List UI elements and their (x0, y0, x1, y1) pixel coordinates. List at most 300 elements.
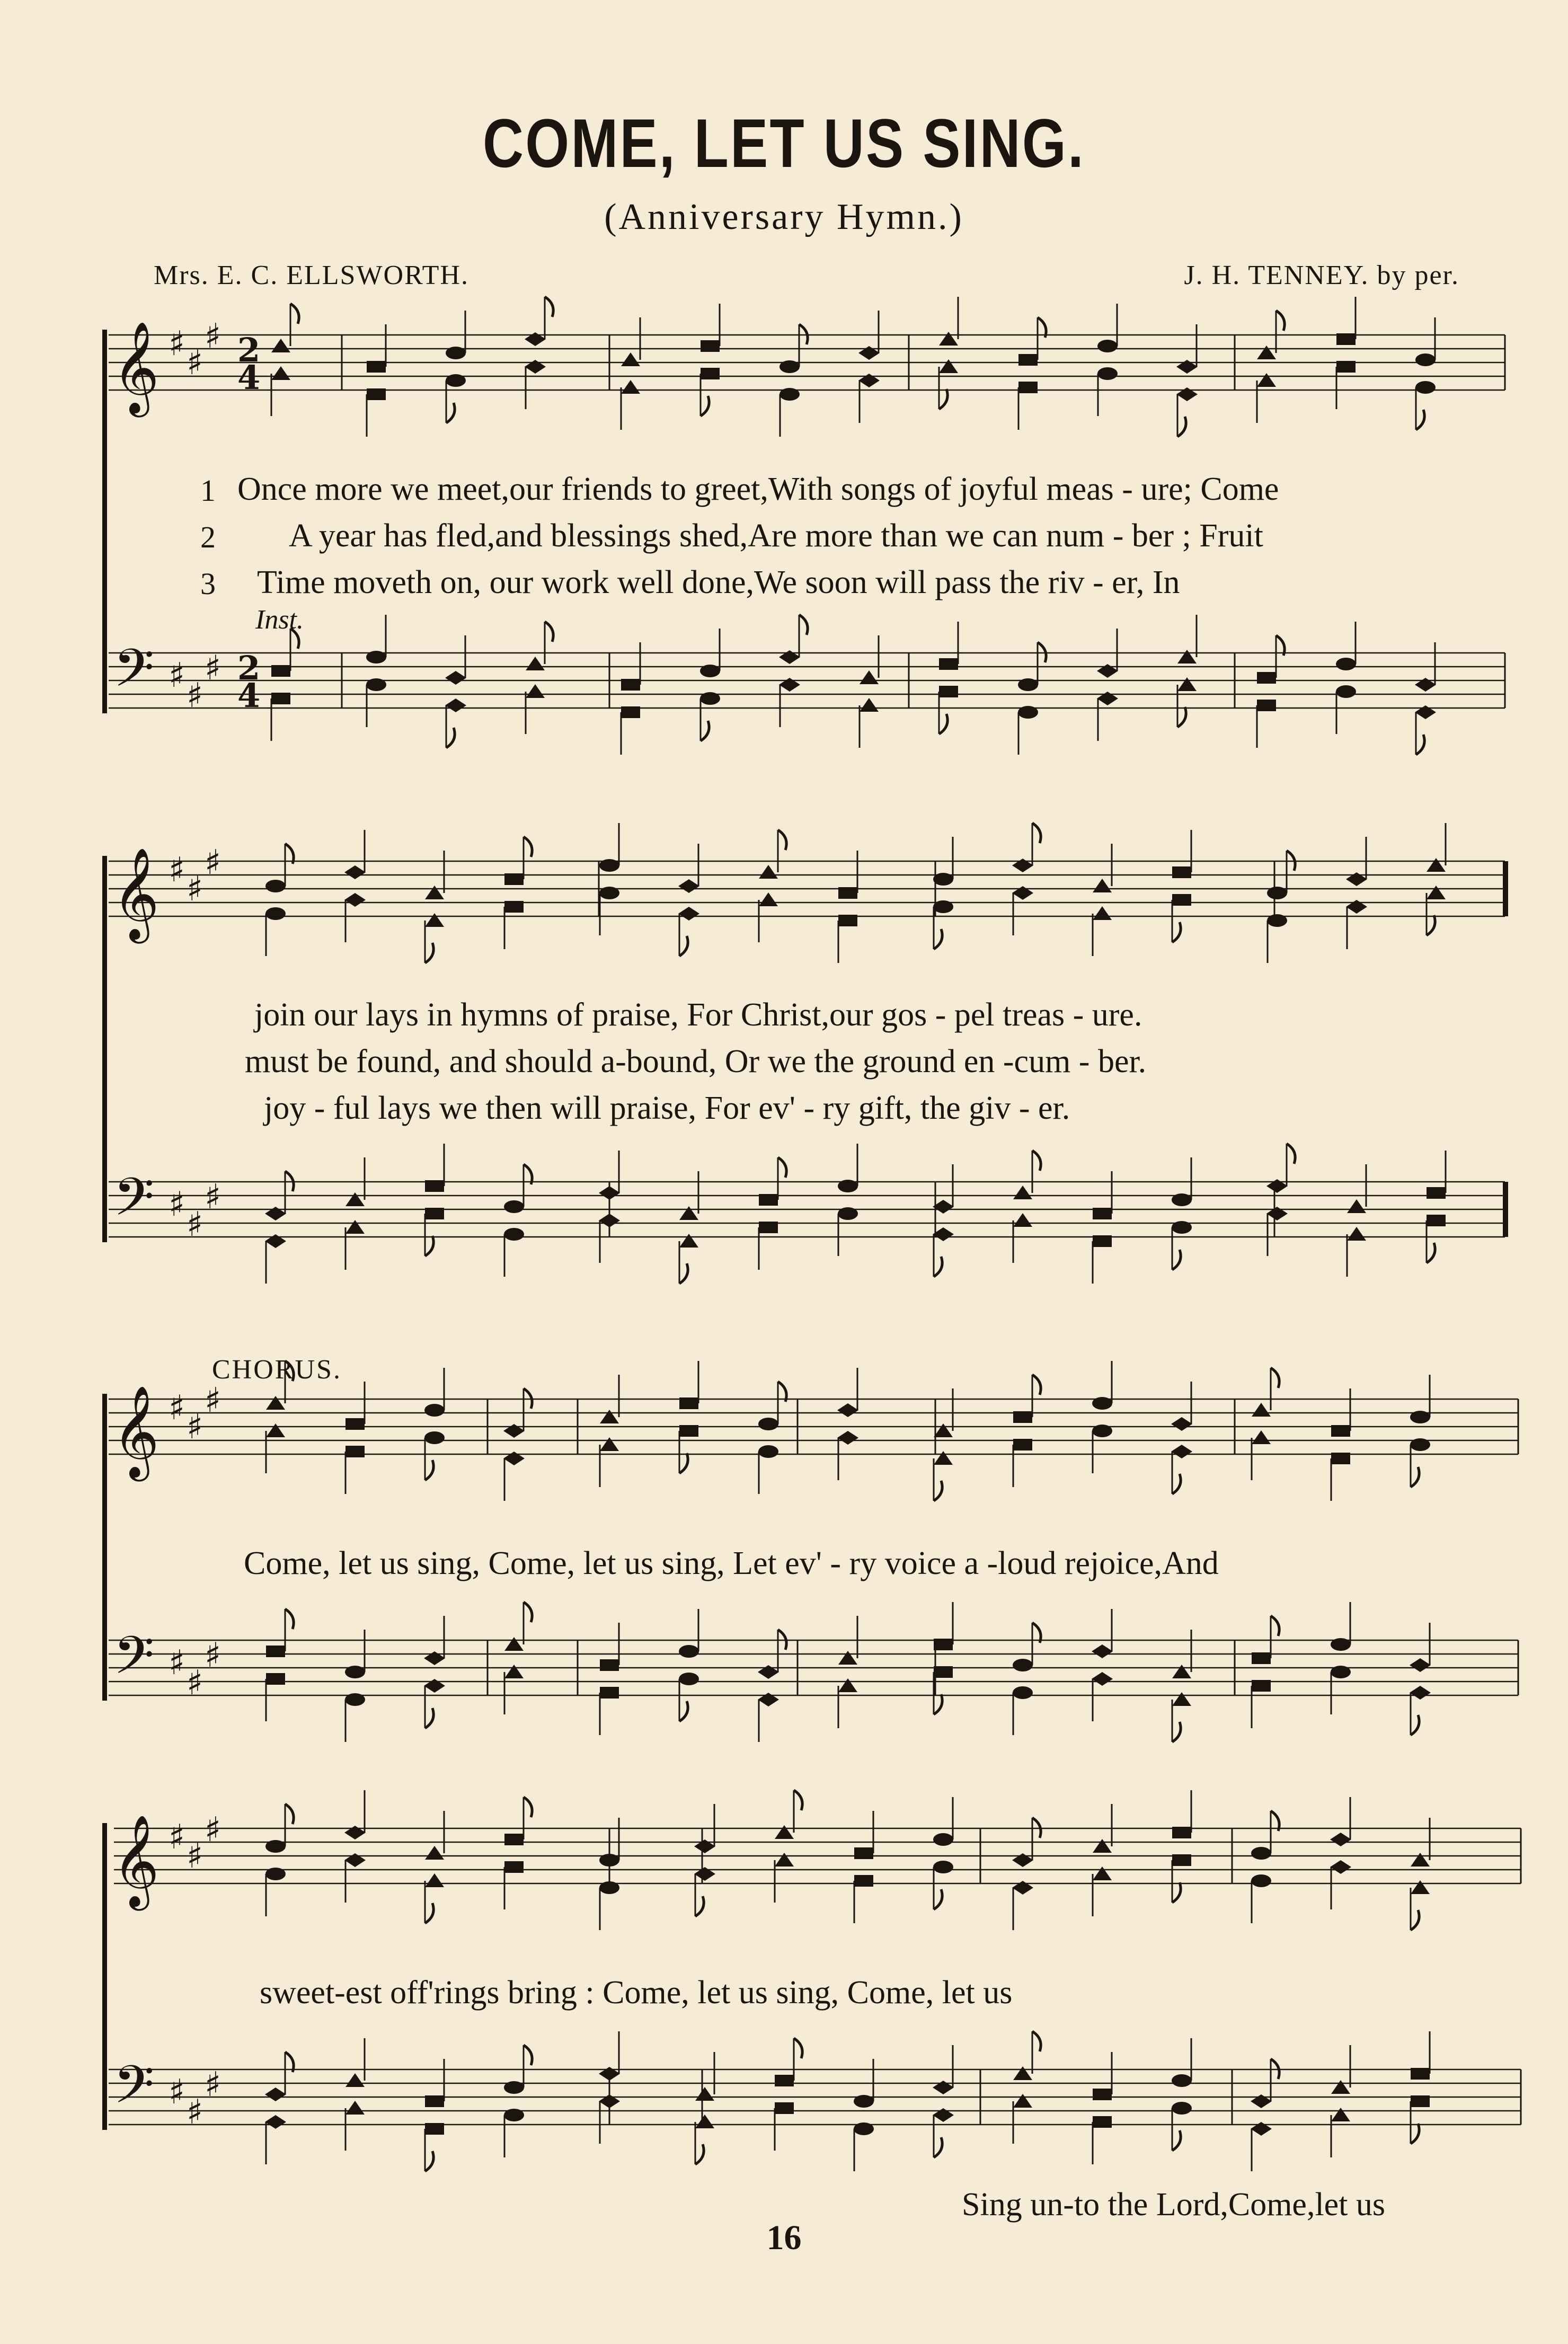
shape-note-square (1411, 2095, 1430, 2107)
shape-note-square (271, 693, 290, 704)
shape-note-triangle (621, 352, 640, 366)
note-flag (701, 396, 709, 416)
shape-note-square (934, 1666, 953, 1678)
bass-clef-icon: 𝄢 (113, 2055, 155, 2128)
shape-note-round (1251, 1874, 1271, 1887)
shape-note-round (1172, 1221, 1192, 1234)
shape-note-square (504, 873, 524, 885)
shape-note-square (621, 706, 640, 718)
note-flag (425, 1460, 433, 1480)
shape-note-round (1097, 340, 1118, 352)
shape-note-round (1251, 1847, 1271, 1860)
shape-note-triangle (1252, 1403, 1271, 1417)
shape-note-round (265, 880, 286, 892)
verse-1-lyric-line-2: join our lays in hymns of praise, For Christ,our gos - pel treas - ure. (254, 997, 1142, 1033)
shape-note-round (265, 1868, 286, 1880)
shape-note-square (854, 1875, 873, 1887)
system-4-brace-bar (102, 1823, 107, 2130)
time-signature-top: 2 (237, 649, 261, 687)
key-sharp-icon: ♯ (169, 324, 185, 364)
shape-note-square (1018, 382, 1038, 393)
shape-note-triangle (425, 1846, 444, 1860)
shape-note-triangle (1093, 906, 1112, 920)
note-flag (1032, 1151, 1041, 1171)
instrument-label: Inst. (255, 605, 304, 635)
shape-note-square (1093, 2116, 1112, 2128)
shape-note-round (265, 907, 286, 920)
shape-note-square (838, 915, 857, 926)
shape-note-triangle (838, 1651, 857, 1665)
shape-note-round (1415, 381, 1436, 394)
note-flag (425, 1708, 433, 1728)
shape-note-triangle (266, 1423, 285, 1437)
key-sharp-icon: ♯ (187, 870, 203, 909)
note-flag (934, 929, 942, 949)
note-flag (1411, 1715, 1419, 1735)
shape-note-triangle (939, 332, 958, 346)
verse-2-lyric-line-2: must be found, and should a-bound, Or we the ground en -cum - ber. (245, 1043, 1147, 1080)
shape-note-round (599, 859, 619, 872)
note-flag (679, 1263, 688, 1284)
verse-2-number: 2 (200, 520, 216, 554)
note-flag (1032, 2031, 1041, 2051)
key-sharp-icon: ♯ (187, 1664, 203, 1703)
shape-note-round (779, 388, 800, 401)
shape-note-triangle (266, 1396, 285, 1410)
note-flag (679, 1453, 688, 1473)
shape-note-round (758, 1445, 778, 1458)
shape-note-triangle (1013, 1186, 1032, 1199)
note-flag (425, 2151, 433, 2171)
shape-note-round (345, 1693, 365, 1706)
key-sharp-icon: ♯ (187, 2093, 203, 2132)
shape-note-triangle (775, 1825, 794, 1839)
shape-note-triangle (346, 2101, 365, 2115)
shape-note-square (1411, 2068, 1430, 2080)
note-flag (778, 1157, 786, 1178)
shape-note-diamond (1410, 1658, 1431, 1672)
bass-clef-icon: 𝄢 (113, 1167, 155, 1241)
staff-3-final-barline (1503, 861, 1508, 916)
shape-note-triangle (1252, 1430, 1271, 1444)
note-flag (934, 1889, 942, 1909)
shape-note-square (367, 361, 386, 373)
hymn-title: COME, LET US SING. (483, 104, 1085, 182)
note-flag (1411, 2124, 1419, 2144)
shape-note-diamond (1092, 1672, 1113, 1686)
shape-note-diamond (265, 2088, 286, 2101)
key-sharp-icon: ♯ (169, 851, 185, 890)
key-sharp-icon: ♯ (169, 1388, 185, 1428)
shape-note-diamond (344, 893, 366, 907)
shape-note-triangle (1172, 1692, 1191, 1706)
verse-3-lyric-line-1: Time moveth on, our work well done,We soon will pass the riv - er, In (257, 564, 1180, 600)
shape-note-round (1267, 914, 1287, 927)
shape-note-round (854, 2095, 874, 2108)
note-flag (446, 403, 455, 423)
shape-note-triangle (1331, 2108, 1350, 2121)
shape-note-diamond (265, 2115, 286, 2129)
bass-clef-icon: 𝄢 (113, 1625, 155, 1699)
note-flag (1276, 311, 1284, 331)
shape-note-square (1018, 354, 1038, 366)
shape-note-round (1013, 1659, 1033, 1671)
shape-note-square (271, 665, 290, 677)
note-flag (1416, 410, 1424, 430)
shape-note-square (1013, 1411, 1032, 1423)
shape-note-triangle (1257, 373, 1276, 387)
key-sharp-icon: ♯ (205, 1636, 221, 1675)
shape-note-diamond (1330, 1833, 1351, 1846)
shape-note-square (1427, 1187, 1446, 1199)
shape-note-round (1018, 706, 1038, 719)
shape-note-square (1257, 700, 1276, 711)
note-flag (524, 837, 532, 857)
shape-note-round (854, 2122, 874, 2135)
shape-note-diamond (1171, 1417, 1192, 1431)
treble-clef-icon: 𝄞 (112, 1385, 160, 1478)
note-flag (939, 389, 947, 409)
shape-note-round (1172, 2074, 1192, 2087)
shape-note-round (345, 1666, 365, 1678)
shape-note-round (933, 873, 953, 886)
key-sharp-icon: ♯ (187, 1408, 203, 1447)
shape-note-square (425, 2123, 444, 2135)
key-sharp-icon: ♯ (187, 1837, 203, 1876)
shape-note-square (346, 1446, 365, 1457)
shape-note-square (621, 679, 640, 691)
shape-note-square (854, 1847, 873, 1859)
verse-1-lyric-line-1: Once more we meet,our friends to greet,With songs of joyful meas - ure; Come (237, 471, 1279, 507)
shape-note-triangle (838, 1678, 857, 1692)
shape-note-round (1172, 1193, 1192, 1206)
shape-note-square (425, 1208, 444, 1219)
composer-credit: J. H. TENNEY. by per. (1184, 260, 1459, 290)
note-flag (934, 2137, 942, 2157)
key-sharp-icon: ♯ (205, 649, 221, 688)
bass-clef-icon: 𝄢 (113, 638, 155, 712)
verse-3-number: 3 (200, 567, 216, 601)
note-flag (1172, 1882, 1181, 1903)
shape-note-square (775, 2075, 794, 2086)
shape-note-square (701, 340, 720, 352)
shape-note-square (600, 1687, 619, 1699)
key-sharp-icon: ♯ (169, 2073, 185, 2112)
treble-clef-icon: 𝄞 (112, 847, 160, 940)
key-sharp-icon: ♯ (169, 1185, 185, 1224)
key-sharp-icon: ♯ (169, 656, 185, 695)
shape-note-square (934, 1639, 953, 1650)
note-flag (545, 622, 553, 642)
shape-note-square (504, 1861, 524, 1873)
note-flag (285, 1804, 294, 1824)
note-flag (1172, 2130, 1181, 2151)
note-flag (290, 304, 299, 324)
shape-note-triangle (679, 1206, 698, 1220)
shape-note-triangle (271, 339, 290, 352)
shape-note-triangle (1093, 879, 1112, 892)
shape-note-square (939, 686, 958, 697)
shape-note-triangle (526, 657, 545, 670)
shape-note-triangle (679, 1234, 698, 1248)
shape-note-round (1018, 678, 1038, 691)
shape-note-round (700, 692, 720, 705)
shape-note-square (838, 887, 857, 899)
note-flag (934, 1481, 942, 1501)
shape-note-square (504, 901, 524, 913)
verse-1-number: 1 (200, 473, 216, 508)
shape-note-triangle (1093, 1867, 1112, 1880)
shape-note-round (933, 1833, 953, 1846)
shape-note-triangle (1427, 858, 1446, 872)
shape-note-diamond (445, 698, 466, 712)
key-sharp-icon: ♯ (187, 676, 203, 715)
shape-note-triangle (1347, 1199, 1366, 1213)
chorus-label: CHORUS. (212, 1355, 342, 1385)
shape-note-square (367, 388, 386, 400)
shape-note-round (599, 1881, 619, 1894)
shape-note-square (759, 1194, 778, 1206)
note-flag (794, 1790, 802, 1810)
shape-note-square (1257, 672, 1276, 684)
shape-note-round (599, 887, 619, 899)
note-flag (1032, 823, 1041, 843)
shape-note-round (1267, 887, 1287, 899)
system-1-brace-bar (102, 330, 107, 713)
shape-note-diamond (599, 1186, 620, 1200)
key-sharp-icon: ♯ (187, 343, 203, 383)
shape-note-triangle (346, 1220, 365, 1234)
shape-note-triangle (271, 366, 290, 380)
shape-note-triangle (860, 670, 879, 684)
verse-2-lyric-line-1: A year has fled,and blessings shed,Are more than we can num - ber ; Fruit (289, 518, 1263, 554)
shape-note-triangle (425, 886, 444, 899)
chorus-lyric-line-3: Sing un-to the Lord,Come,let us (962, 2187, 1386, 2223)
shape-note-square (679, 1397, 698, 1409)
shape-note-triangle (621, 380, 640, 394)
time-signature-top: 2 (237, 331, 261, 369)
shape-note-round (1013, 1686, 1033, 1699)
shape-note-round (758, 1418, 778, 1430)
shape-note-square (425, 1180, 444, 1192)
note-flag (1177, 707, 1186, 727)
note-flag (1172, 922, 1181, 942)
shape-note-round (1336, 685, 1356, 698)
shape-note-diamond (678, 907, 699, 921)
shape-note-round (599, 1854, 619, 1867)
shape-note-triangle (425, 1873, 444, 1887)
shape-note-diamond (599, 1214, 620, 1227)
key-sharp-icon: ♯ (205, 317, 221, 356)
shape-note-triangle (775, 1853, 794, 1867)
shape-note-round (933, 900, 953, 913)
note-flag (425, 943, 433, 963)
shape-note-square (600, 1659, 619, 1671)
shape-note-round (504, 1200, 524, 1213)
shape-note-triangle (1013, 1213, 1032, 1227)
shape-note-round (838, 1180, 858, 1192)
key-sharp-icon: ♯ (169, 1643, 185, 1683)
shape-note-triangle (425, 913, 444, 927)
shape-note-triangle (759, 865, 778, 879)
shape-note-square (425, 2095, 444, 2107)
shape-note-triangle (1257, 346, 1276, 359)
shape-note-square (266, 1646, 285, 1657)
shape-note-triangle (1331, 2080, 1350, 2094)
note-flag (701, 721, 709, 741)
note-flag (1416, 735, 1424, 755)
note-flag (799, 615, 808, 635)
shape-note-diamond (837, 1431, 858, 1445)
shape-note-square (1252, 1680, 1271, 1692)
time-signature-bottom: 4 (237, 676, 261, 715)
note-flag (425, 1903, 433, 1923)
note-flag (425, 1236, 433, 1256)
note-flag (695, 1896, 704, 1916)
note-flag (285, 1609, 294, 1629)
note-flag (524, 2045, 532, 2065)
shape-note-triangle (526, 684, 545, 698)
shape-note-round (779, 360, 800, 373)
key-sharp-icon: ♯ (205, 843, 221, 882)
chorus-lyric-line-1: Come, let us sing, Come, let us sing, Let ev' - ry voice a -loud rejoice,And (244, 1545, 1219, 1581)
system-3-brace-bar (102, 1394, 107, 1701)
shape-note-triangle (600, 1437, 619, 1451)
shape-note-triangle (1093, 1839, 1112, 1853)
shape-note-square (1093, 1208, 1112, 1219)
shape-note-round (424, 1431, 445, 1444)
shape-note-triangle (860, 698, 879, 712)
key-sharp-icon: ♯ (187, 1205, 203, 1244)
shape-note-square (759, 1222, 778, 1233)
note-flag (778, 830, 786, 850)
note-flag (934, 1694, 942, 1714)
shape-note-diamond (1092, 1644, 1113, 1658)
shape-note-triangle (695, 2087, 714, 2101)
note-flag (1177, 417, 1186, 437)
shape-note-square (1336, 361, 1356, 373)
shape-note-round (446, 374, 466, 387)
note-flag (1287, 1144, 1295, 1164)
verse-3-lyric-line-2: joy - ful lays we then will praise, For ev' - ry gift, the giv - er. (264, 1090, 1070, 1126)
note-flag (1172, 1474, 1181, 1494)
shape-note-round (366, 678, 386, 691)
shape-note-triangle (504, 1665, 524, 1678)
key-sharp-icon: ♯ (205, 1178, 221, 1217)
shape-note-square (1013, 1439, 1032, 1450)
shape-note-square (1172, 1827, 1191, 1838)
note-flag (1411, 1467, 1419, 1487)
key-sharp-icon: ♯ (205, 1810, 221, 1850)
note-flag (1271, 1368, 1279, 1388)
note-flag (524, 1797, 532, 1817)
note-flag (794, 2038, 802, 2058)
shape-note-diamond (1410, 1686, 1431, 1700)
shape-note-triangle (1411, 1853, 1430, 1867)
shape-note-square (1331, 1453, 1350, 1464)
shape-note-round (1331, 1638, 1351, 1651)
treble-clef-icon: 𝄞 (112, 1815, 160, 1907)
time-signature-bottom: 4 (237, 358, 261, 397)
shape-note-triangle (934, 1451, 953, 1465)
shape-note-round (1336, 658, 1356, 670)
shape-note-triangle (346, 1192, 365, 1206)
shape-note-square (679, 1425, 698, 1437)
shape-note-round (679, 1645, 699, 1658)
shape-note-round (838, 1207, 858, 1220)
note-flag (1427, 1243, 1435, 1263)
note-flag (934, 1257, 942, 1277)
shape-note-triangle (346, 2073, 365, 2087)
shape-note-round (424, 1404, 445, 1417)
shape-note-round (1410, 1438, 1430, 1451)
shape-note-round (1331, 1666, 1351, 1678)
lyricist-credit: Mrs. E. C. ELLSWORTH. (154, 260, 469, 290)
shape-note-triangle (695, 2115, 714, 2128)
shape-note-square (504, 1834, 524, 1845)
shape-note-round (504, 1228, 524, 1241)
shape-note-round (366, 651, 386, 664)
shape-note-round (1092, 1425, 1112, 1437)
shape-note-triangle (1411, 1880, 1430, 1894)
shape-note-triangle (1347, 1227, 1366, 1241)
shape-note-triangle (504, 1637, 524, 1651)
shape-note-round (1092, 1397, 1112, 1410)
shape-note-round (1172, 2102, 1192, 2115)
note-flag (1271, 1616, 1279, 1636)
shape-note-triangle (939, 359, 958, 373)
shape-note-diamond (344, 865, 366, 879)
shape-note-round (1415, 353, 1436, 366)
shape-note-triangle (600, 1410, 619, 1423)
shape-note-square (1172, 866, 1191, 878)
note-flag (524, 1602, 532, 1622)
shape-note-square (1172, 894, 1191, 906)
shape-note-triangle (1177, 650, 1197, 664)
shape-note-triangle (1172, 1665, 1191, 1678)
shape-note-square (701, 368, 720, 379)
shape-note-diamond (678, 879, 699, 893)
shape-note-round (679, 1673, 699, 1685)
note-flag (1411, 1910, 1419, 1930)
shape-note-round (1097, 367, 1118, 380)
shape-note-round (265, 1840, 286, 1853)
shape-note-square (1336, 333, 1356, 345)
note-flag (446, 728, 455, 748)
shape-note-square (346, 1418, 365, 1430)
shape-note-triangle (759, 892, 778, 906)
shape-note-triangle (1013, 2066, 1032, 2080)
shape-note-round (700, 665, 720, 677)
note-flag (1427, 915, 1435, 935)
note-flag (1172, 1250, 1181, 1270)
shape-note-round (504, 2109, 524, 2121)
note-flag (1032, 1375, 1041, 1395)
note-flag (679, 936, 688, 956)
key-sharp-icon: ♯ (169, 1818, 185, 1857)
shape-note-diamond (1171, 1445, 1192, 1458)
shape-note-triangle (934, 1423, 953, 1437)
shape-note-diamond (1330, 1860, 1351, 1874)
shape-note-square (1172, 1854, 1191, 1866)
shape-note-square (775, 2102, 794, 2114)
shape-note-square (1093, 1235, 1112, 1247)
shape-note-triangle (1427, 886, 1446, 899)
shape-note-diamond (837, 1403, 858, 1417)
system-2-brace-bar (102, 856, 107, 1242)
hymn-subtitle: (Anniversary Hymn.) (604, 197, 964, 237)
shape-note-square (939, 658, 958, 670)
